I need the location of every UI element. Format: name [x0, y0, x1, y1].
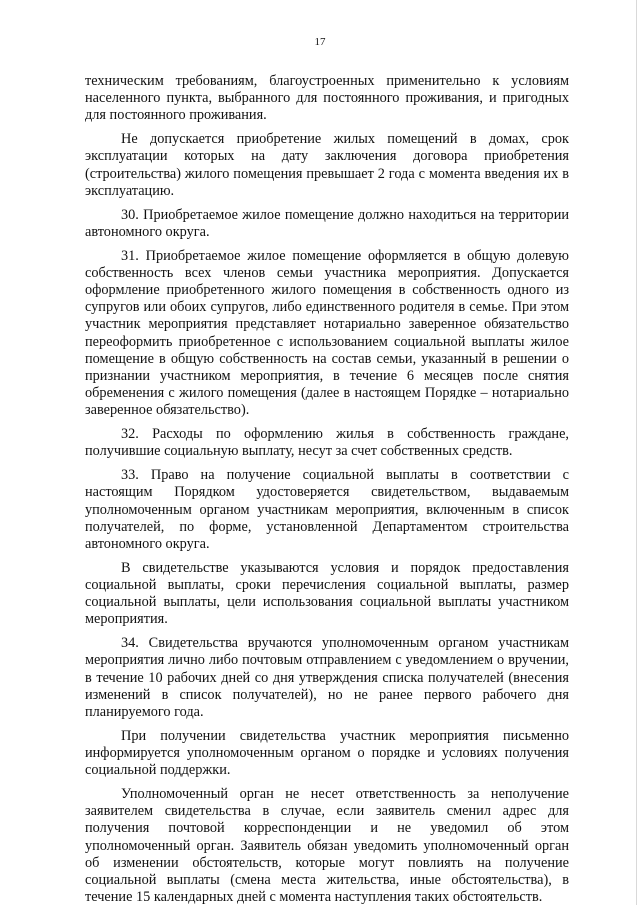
- document-body: [85, 73, 569, 913]
- paragraph-item-33: 33. Право на получение социальной выплаты в соответствии с настоящим Порядком удостоверяется свидетельством, выдаваемым уполномоченным органом участникам мероприятия, включенным в список получателей, по форме, установленной Департаментом строительства автономного округа.: [85, 467, 569, 553]
- paragraph-certificate-contents: В свидетельстве указываются условия и порядок предоставления социальной выплаты, сроки перечисления социальной выплаты, размер социальной выплаты, цели использования социальной выплаты участником мероприятия.: [85, 559, 569, 628]
- paragraph-responsibility: Уполномоченный орган не несет ответственность за неполучение заявителем свидетельства в случае, если заявитель сменил адрес для получения почтовой корреспонденции и не уведомил об этом уполномоченный орган. Заявитель обязан уведомить уполномоченный орган об изменении обстоятельств, которые могут повлиять на получение социальной выплаты (смена места жительства, иные обстоятельства), в течение 15 календарных дней с момента наступления таких обстоятельств.: [85, 786, 569, 906]
- paragraph-item-30: 30. Приобретаемое жилое помещение должно находиться на территории автономного округа.: [85, 206, 569, 240]
- paragraph-informing: При получении свидетельства участник мероприятия письменно информируется уполномоченным органом о порядке и условиях получения социальной поддержки.: [85, 727, 569, 779]
- paragraph-item-34: 34. Свидетельства вручаются уполномоченным органом участникам мероприятия лично либо почтовым отправлением с уведомлением о вручении, в течение 10 рабочих дней со дня утверждения списка получателей (внесения изменений в список получателей), но не ранее первого рабочего дня планируемого года.: [85, 635, 569, 721]
- page-number: 17: [314, 36, 326, 48]
- paragraph-item-32: 32. Расходы по оформлению жилья в собственность граждане, получившие социальную выплату, несут за счет собственных средств.: [85, 426, 569, 460]
- paragraph-age-restriction: Не допускается приобретение жилых помещений в домах, срок эксплуатации которых на дату заключения договора приобретения (строительства) жилого помещения превышает 2 года с момента введения их в эксплуатацию.: [85, 131, 569, 199]
- scan-edge-line: [636, 0, 637, 905]
- paragraph-item-31: 31. Приобретаемое жилое помещение оформляется в общую долевую собственность всех членов семьи участника мероприятия. Допускается оформление приобретенного жилого помещения в собственность одного из супругов или обоих супругов, либо единственного родителя в семье. При этом участник мероприятия представляет нотариально заверенное обязательство переоформить приобретенное с использованием социальной выплаты жилое помещение в общую собственность на состав семьи, указанный в решении о признании участником мероприятия, в течение 6 месяцев после снятия обременения с жилого помещения (далее в настоящем Порядке – нотариально заверенное обязательство).: [85, 247, 569, 419]
- paragraph-continuation: техническим требованиям, благоустроенных применительно к условиям населенного пункта, выбранного для постоянного проживания, и пригодных для постоянного проживания.: [85, 73, 569, 124]
